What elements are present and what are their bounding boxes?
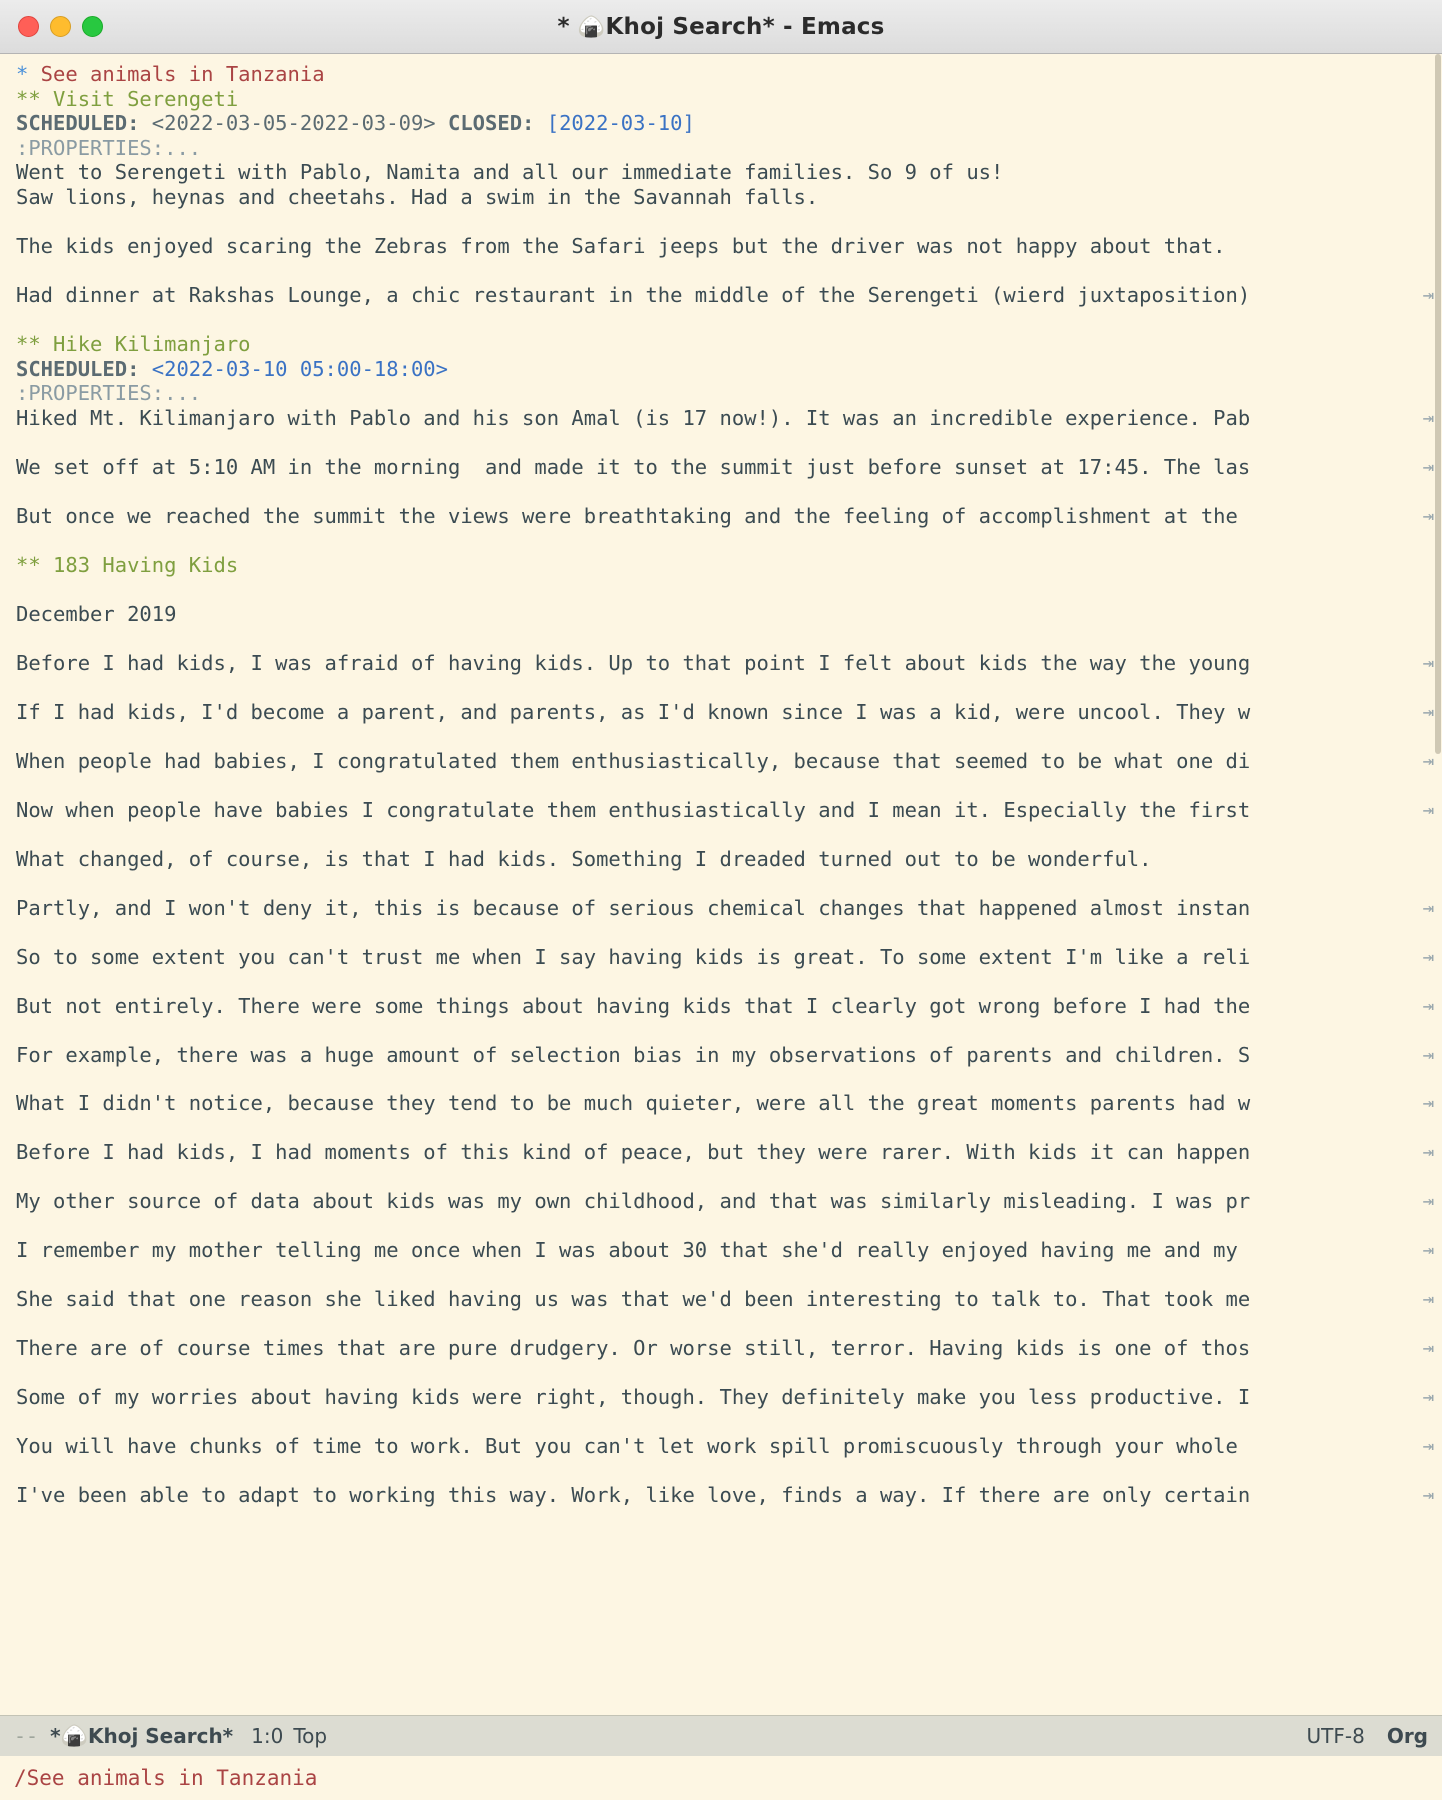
mode-line xyxy=(0,1715,1442,1756)
body-text: The kids enjoyed scaring the Zebras from the Safari jeeps but the driver was not happy about that. xyxy=(16,233,1226,258)
rice-ball-icon: 🍙 xyxy=(60,1723,88,1749)
mode-line-scroll: Top xyxy=(293,1724,328,1748)
close-button[interactable] xyxy=(18,16,39,37)
buffer-line xyxy=(0,504,1442,529)
body-text: When people had babies, I congratulated them enthusiastically, because that seemed to be what one di xyxy=(16,748,1251,773)
buffer-line xyxy=(0,749,1442,774)
scheduled-keyword: SCHEDULED: xyxy=(16,111,140,136)
window-title-suffix: - Emacs xyxy=(774,13,885,40)
buffer-line xyxy=(0,1091,1442,1116)
buffer-line xyxy=(0,455,1442,480)
buffer-line xyxy=(0,234,1442,259)
scheduled-timestamp[interactable]: <2022-03-05-2022-03-09> xyxy=(139,111,448,136)
body-text: Before I had kids, I was afraid of having kids. Up to that point I felt about kids the way the young xyxy=(16,650,1251,675)
buffer-line xyxy=(0,553,1442,578)
body-text: But once we reached the summit the views were breathtaking and the feeling of accomplishment at the xyxy=(16,503,1251,528)
buffer-line xyxy=(0,62,1442,87)
window-title-main: Khoj Search* xyxy=(605,13,775,40)
scrollbar-thumb[interactable] xyxy=(1435,54,1441,754)
line-continuation-icon: ⇥ xyxy=(1422,1337,1434,1360)
buffer-line xyxy=(0,847,1442,872)
buffer-line xyxy=(0,283,1442,308)
window-controls xyxy=(0,16,103,37)
line-continuation-icon: ⇥ xyxy=(1422,945,1434,968)
scheduled-timestamp[interactable]: <2022-03-10 05:00-18:00> xyxy=(139,356,448,381)
buffer-line xyxy=(0,357,1442,382)
closed-timestamp[interactable]: [2022-03-10] xyxy=(534,111,695,136)
mode-line-major-mode: Org xyxy=(1386,1724,1428,1748)
org-bullet-icon: * xyxy=(16,62,29,86)
minimize-button[interactable] xyxy=(50,16,71,37)
buffer-line xyxy=(0,651,1442,676)
body-text: I remember my mother telling me once when I was about 30 that she'd really enjoyed having me and my xyxy=(16,1238,1251,1263)
buffer-line xyxy=(0,1189,1442,1214)
buffer-line xyxy=(0,994,1442,1019)
buffer-line xyxy=(0,381,1442,406)
minibuffer[interactable] xyxy=(0,1756,1442,1800)
body-text: Saw lions, heynas and cheetahs. Had a swim in the Savannah falls. xyxy=(16,184,819,209)
line-continuation-icon: ⇥ xyxy=(1422,749,1434,772)
body-text: So to some extent you can't trust me when I say having kids is great. To some extent I'm like a reli xyxy=(16,944,1251,969)
body-text: We set off at 5:10 AM in the morning and made it to the summit just before sunset at 17:45. The las xyxy=(16,454,1251,479)
body-text: But not entirely. There were some things about having kids that I clearly got wrong before I had the xyxy=(16,993,1251,1018)
buffer-line xyxy=(0,602,1442,627)
buffer-line xyxy=(0,160,1442,185)
org-heading-level-2[interactable]: ** Visit Serengeti xyxy=(16,86,239,111)
window-title xyxy=(0,14,1442,40)
org-heading-level-2[interactable]: ** 183 Having Kids xyxy=(16,552,239,577)
body-text: December 2019 xyxy=(16,601,177,626)
scheduled-keyword: SCHEDULED: xyxy=(16,356,140,381)
rice-ball-icon: 🍙 xyxy=(577,14,606,40)
body-text: For example, there was a huge amount of selection bias in my observations of parents and children. S xyxy=(16,1042,1251,1067)
line-continuation-icon: ⇥ xyxy=(1422,283,1434,306)
buffer-line xyxy=(0,798,1442,823)
line-continuation-icon: ⇥ xyxy=(1422,504,1434,527)
line-continuation-icon: ⇥ xyxy=(1422,1190,1434,1213)
body-text: You will have chunks of time to work. But you can't let work spill promiscuously through your whole xyxy=(16,1434,1251,1459)
mode-line-dashes: -- xyxy=(14,1724,39,1748)
body-text: If I had kids, I'd become a parent, and parents, as I'd known since I was a kid, were uncool. They w xyxy=(16,699,1251,724)
org-properties-drawer[interactable]: :PROPERTIES:... xyxy=(16,135,202,160)
buffer-text-area[interactable] xyxy=(0,54,1442,1715)
line-continuation-icon: ⇥ xyxy=(1422,1141,1434,1164)
body-text: There are of course times that are pure drudgery. Or worse still, terror. Having kids is one of thos xyxy=(16,1336,1251,1361)
buffer-line xyxy=(0,111,1442,136)
closed-keyword: CLOSED: xyxy=(447,111,535,136)
line-continuation-icon: ⇥ xyxy=(1422,1043,1434,1066)
line-continuation-icon: ⇥ xyxy=(1422,1092,1434,1115)
body-text: My other source of data about kids was my own childhood, and that was similarly misleading. I was pr xyxy=(16,1189,1251,1214)
minibuffer-text: /See animals in Tanzania xyxy=(14,1766,318,1790)
line-continuation-icon: ⇥ xyxy=(1422,651,1434,674)
org-heading-level-2[interactable]: ** Hike Kilimanjaro xyxy=(16,331,251,356)
body-text: Hiked Mt. Kilimanjaro with Pablo and his son Amal (is 17 now!). It was an incredible experience. Pab xyxy=(16,405,1251,430)
mode-line-position: 1:0 xyxy=(251,1724,284,1748)
body-text: Some of my worries about having kids were right, though. They definitely make you less productive. I xyxy=(16,1385,1251,1410)
line-continuation-icon: ⇥ xyxy=(1422,1288,1434,1311)
buffer-line xyxy=(0,1140,1442,1165)
body-text: Had dinner at Rakshas Lounge, a chic restaurant in the middle of the Serengeti (wierd juxtaposition) xyxy=(16,282,1251,307)
buffer-line xyxy=(0,1043,1442,1068)
body-text: What I didn't notice, because they tend to be much quieter, were all the great moments parents had w xyxy=(16,1091,1251,1116)
window-title-prefix: * xyxy=(557,13,578,40)
line-continuation-icon: ⇥ xyxy=(1422,700,1434,723)
buffer-line xyxy=(0,1385,1442,1410)
line-continuation-icon: ⇥ xyxy=(1422,1386,1434,1409)
buffer-line xyxy=(0,1287,1442,1312)
org-properties-drawer[interactable]: :PROPERTIES:... xyxy=(16,381,202,406)
line-continuation-icon: ⇥ xyxy=(1422,406,1434,429)
buffer-line xyxy=(0,700,1442,725)
line-continuation-icon: ⇥ xyxy=(1422,455,1434,478)
body-text: What changed, of course, is that I had kids. Something I dreaded turned out to be wonderful. xyxy=(16,846,1152,871)
buffer-line xyxy=(0,945,1442,970)
line-continuation-icon: ⇥ xyxy=(1422,798,1434,821)
buffer-line xyxy=(0,332,1442,357)
buffer-line xyxy=(0,1238,1442,1263)
buffer-line xyxy=(0,1336,1442,1361)
buffer-line xyxy=(0,896,1442,921)
body-text: Now when people have babies I congratulate them enthusiastically and I mean it. Especially the first xyxy=(16,797,1251,822)
body-text: She said that one reason she liked having us was that we'd been interesting to talk to. That took me xyxy=(16,1287,1251,1312)
body-text: I've been able to adapt to working this way. Work, like love, finds a way. If there are only certain xyxy=(16,1483,1251,1508)
line-continuation-icon: ⇥ xyxy=(1422,1239,1434,1262)
mode-line-buffer-name: *🍙Khoj Search* xyxy=(50,1723,234,1749)
buffer-lines xyxy=(0,62,1442,1508)
line-continuation-icon: ⇥ xyxy=(1422,994,1434,1017)
line-continuation-icon: ⇥ xyxy=(1422,896,1434,919)
title-bar xyxy=(0,0,1442,54)
mode-line-buffer-label: Khoj Search* xyxy=(87,1723,234,1748)
org-heading-level-1[interactable]: * See animals in Tanzania xyxy=(16,62,325,86)
line-continuation-icon: ⇥ xyxy=(1422,1435,1434,1458)
body-text: Partly, and I won't deny it, this is because of serious chemical changes that happened almost instan xyxy=(16,895,1251,920)
buffer-line xyxy=(0,185,1442,210)
buffer-line xyxy=(0,1483,1442,1508)
buffer-line xyxy=(0,136,1442,161)
body-text: Before I had kids, I had moments of this kind of peace, but they were rarer. With kids it can happen xyxy=(16,1140,1251,1165)
mode-line-coding-system: UTF-8 xyxy=(1306,1724,1365,1748)
vertical-scrollbar[interactable] xyxy=(1434,54,1442,1715)
buffer-line xyxy=(0,87,1442,112)
body-text: Went to Serengeti with Pablo, Namita and all our immediate families. So 9 of us! xyxy=(16,160,1004,185)
line-continuation-icon: ⇥ xyxy=(1422,1484,1434,1507)
buffer-line xyxy=(0,1434,1442,1459)
zoom-button[interactable] xyxy=(82,16,103,37)
buffer-line xyxy=(0,406,1442,431)
